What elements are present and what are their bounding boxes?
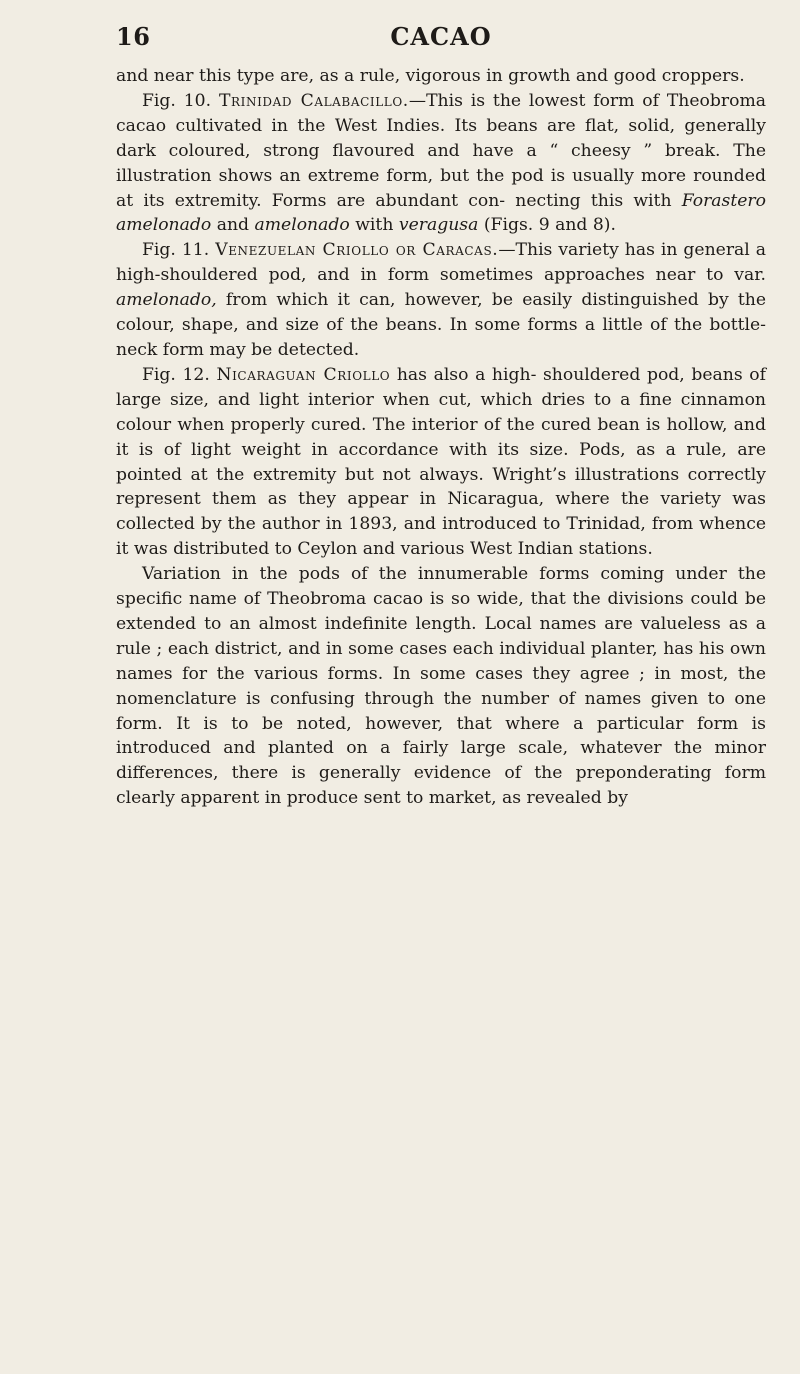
paragraph-variation — [116, 562, 766, 811]
paragraph-text: and — [216, 215, 250, 236]
figure-reference: Fig. 12. — [142, 364, 210, 385]
running-head — [116, 22, 766, 58]
paragraph-text: (Figs. 9 and 8). — [483, 215, 616, 236]
paragraph-text: —This variety has in general a high-shouldered pod, and in form sometimes approaches near to var. — [116, 240, 767, 286]
italic-term: Forastero amelonado — [116, 190, 766, 236]
paragraph-fig-12 — [116, 363, 766, 562]
paragraph-text: Variation in the pods of the innumerable forms coming under the specific name of Theobroma cacao is so wide, that the divisions could be extended to an almost indefinite length. Local names are valueless as a rule ; each district, and in some cases each individual planter, has his own names for the various forms. In some cases they agree ; in most, the nomenclature is confusing through the number of names given to one form. It is to be noted, however, that where a particular form is introduced and planted on a fairly large scale, whatever the minor differences, there is generally evidence of the preponderating form clearly apparent in produce sent to market, as revealed by — [116, 564, 766, 809]
paragraph-text: —This is the lowest form of Theobroma cacao cultivated in the West Indies. Its beans are flat, solid, generally dark coloured, strong flavoured and have a “ cheesy ” break. The illustration shows an extreme form, but the pod is usually more rounded at its extremity. Forms are abundant con- necting this with — [116, 90, 767, 211]
figure-reference: Fig. 11. — [142, 240, 210, 261]
paragraph-text: and near this type are, as a rule, vigorous in growth and good croppers. — [116, 66, 745, 86]
figure-reference: Fig. 10. — [142, 90, 212, 111]
paragraph-text: has also a high- shouldered pod, beans of large size, and light interior when cut, which dries to a fine cinnamon colour when properly cured. The interior of the cured bean is hollow, and it is of light weight in accordance with its size. Pods, as a rule, are pointed at the extremity but not always. Wright’s illustrations correctly represent them as they appear in Nicaragua, where the variety was collected by the author in 1893, and introduced to Trinidad, from whence it was distributed to Ceylon and various West Indian stations. — [116, 364, 766, 560]
running-title: CACAO — [390, 22, 492, 51]
body-text — [116, 64, 766, 811]
page-number: 16 — [116, 22, 151, 51]
italic-term: amelonado — [254, 215, 350, 236]
italic-term: veragusa — [398, 215, 479, 236]
variety-name: Trinidad Calabacillo. — [218, 90, 409, 111]
variety-name: Nicaraguan Criollo — [216, 364, 391, 385]
paragraph-continuation — [116, 64, 766, 89]
italic-term: amelonado, — [116, 290, 217, 311]
paragraph-fig-11 — [116, 238, 766, 363]
paragraph-text: from which it can, however, be easily distinguished by the colour, shape, and size of the beans. In some forms a little of the bottle-neck form may be detected. — [116, 290, 766, 360]
variety-name: Venezuelan Criollo or Caracas. — [215, 240, 499, 261]
paragraph-fig-10 — [116, 89, 766, 238]
paragraph-text: with — [355, 215, 394, 236]
